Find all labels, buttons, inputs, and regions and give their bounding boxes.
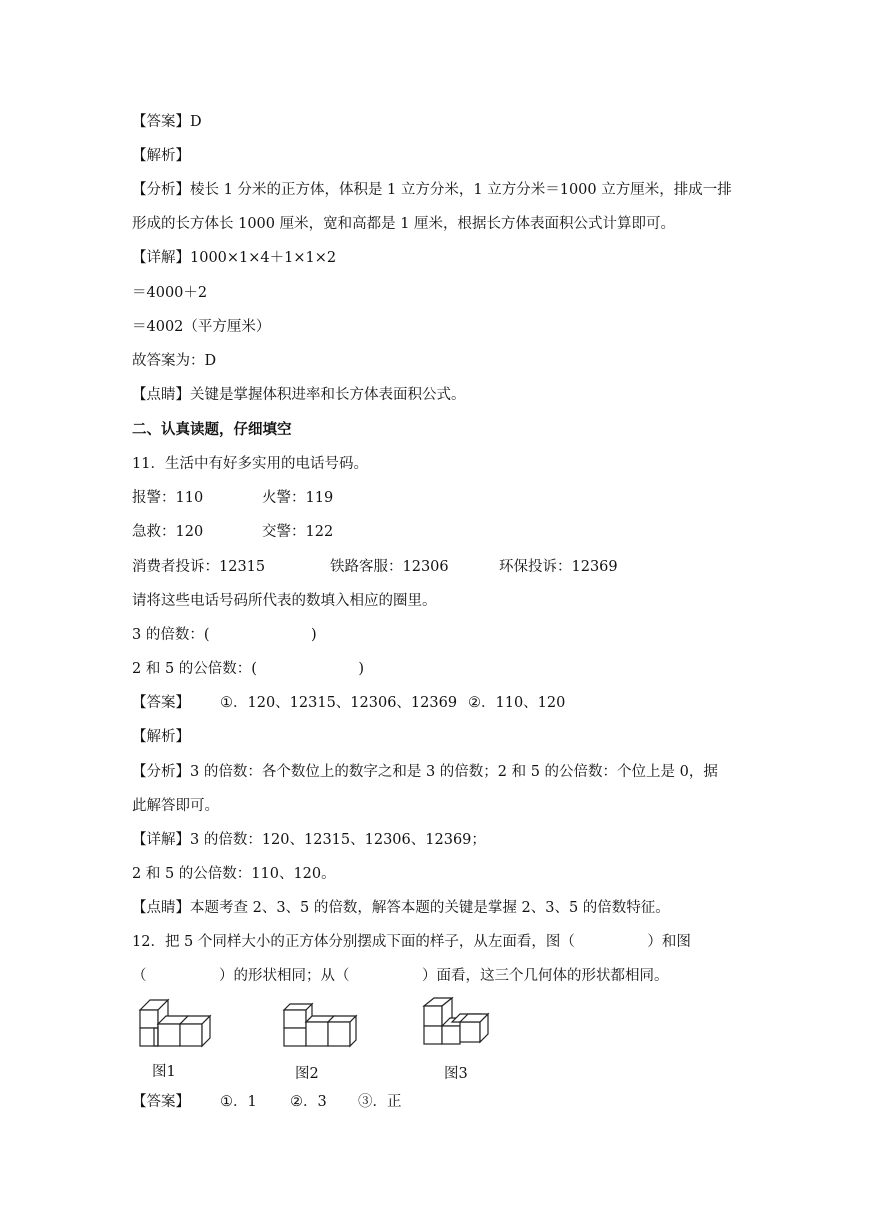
q11-answer-1: ①．120、12315、12306、12369 <box>220 695 458 711</box>
q11-detail-line-2: 2 和 5 的公倍数：110、120。 <box>132 866 336 882</box>
q11-instruction: 请将这些电话号码所代表的数填入相应的圈里。 <box>132 593 437 609</box>
phone-ambulance: 急救：120 <box>132 524 204 540</box>
q12-answer-3: ③．正 <box>358 1094 402 1110</box>
q10-detail-line-3: ＝4002（平方厘米） <box>132 319 271 335</box>
q11-analysis-line-2: 此解答即可。 <box>132 798 219 814</box>
phone-fire: 火警：119 <box>262 490 334 506</box>
figure-2-caption: 图2 <box>295 1066 319 1082</box>
q11-phones-row-1 <box>132 488 333 508</box>
q11-stem: 11．生活中有好多实用的电话号码。 <box>132 456 368 472</box>
q10-answer: 【答案】D <box>132 114 202 130</box>
q11-detail-line-1: 【详解】3 的倍数：120、12315、12306、12369； <box>132 832 486 848</box>
figure-2 <box>282 996 362 1052</box>
q11-phones-row-3 <box>132 557 618 577</box>
section-title: 二、认真读题，仔细填空 <box>132 421 292 438</box>
figure-2-cubes-drawing <box>282 996 362 1052</box>
phone-police: 报警：110 <box>132 490 204 506</box>
figure-1-cubes-drawing <box>136 996 216 1052</box>
q12-figures <box>132 996 532 1086</box>
q11-comment: 【点睛】本题考查 2、3、5 的倍数，解答本题的关键是掌握 2、3、5 的倍数特征。 <box>132 900 670 916</box>
q10-detail-line-1: 【详解】1000×1×4＋1×1×2 <box>132 250 337 266</box>
figure-3-cubes-drawing <box>422 996 502 1052</box>
figure-1 <box>136 996 216 1052</box>
q11-phones-row-2 <box>132 522 333 542</box>
q11-analysis-line-1: 【分析】3 的倍数：各个数位上的数字之和是 3 的倍数；2 和 5 的公倍数：个位上是 0，据 <box>132 764 718 780</box>
q11-answer-2: ②．110、120 <box>468 695 566 711</box>
q10-analysis-line-2: 形成的长方体长 1000 厘米，宽和高都是 1 厘米，根据长方体表面积公式计算即可。 <box>132 216 676 232</box>
phone-env: 环保投诉：12369 <box>499 559 618 575</box>
q12-answer-1: ①．1 <box>220 1094 257 1110</box>
q11-blank-multiples-of-3: 3 的倍数：( ) <box>132 627 317 643</box>
q11-analysis-heading: 【解析】 <box>132 729 190 745</box>
q12-answer-2: ②．3 <box>290 1094 327 1110</box>
q10-detail-line-2: ＝4000＋2 <box>132 285 208 301</box>
q12-stem-line-1: 12．把 5 个同样大小的正方体分别摆成下面的样子，从左面看，图（ ）和图 <box>132 934 691 950</box>
q10-analysis-line-1: 【分析】棱长 1 分米的正方体，体积是 1 立方分米，1 立方分米＝1000 立方厘米，排成一排 <box>132 182 732 198</box>
q12-answer-row <box>132 1092 402 1112</box>
phone-railway: 铁路客服：12306 <box>330 559 449 575</box>
q11-answer-row <box>132 693 565 713</box>
phone-consumer: 消费者投诉：12315 <box>132 559 266 575</box>
phone-traffic: 交警：122 <box>262 524 334 540</box>
q11-blank-common-multiples: 2 和 5 的公倍数：( ) <box>132 661 365 677</box>
q12-stem-line-2: （ ）的形状相同；从（ ）面看，这三个几何体的形状都相同。 <box>132 968 669 984</box>
figure-1-caption: 图1 <box>152 1064 176 1080</box>
q10-analysis-heading: 【解析】 <box>132 148 190 164</box>
figure-3 <box>422 996 502 1052</box>
q12-answer-label: 【答案】 <box>132 1094 190 1110</box>
q10-conclusion: 故答案为：D <box>132 353 217 369</box>
q11-answer-label: 【答案】 <box>132 695 190 711</box>
figure-3-caption: 图3 <box>444 1066 468 1082</box>
q10-comment: 【点睛】关键是掌握体积进率和长方体表面积公式。 <box>132 387 466 403</box>
